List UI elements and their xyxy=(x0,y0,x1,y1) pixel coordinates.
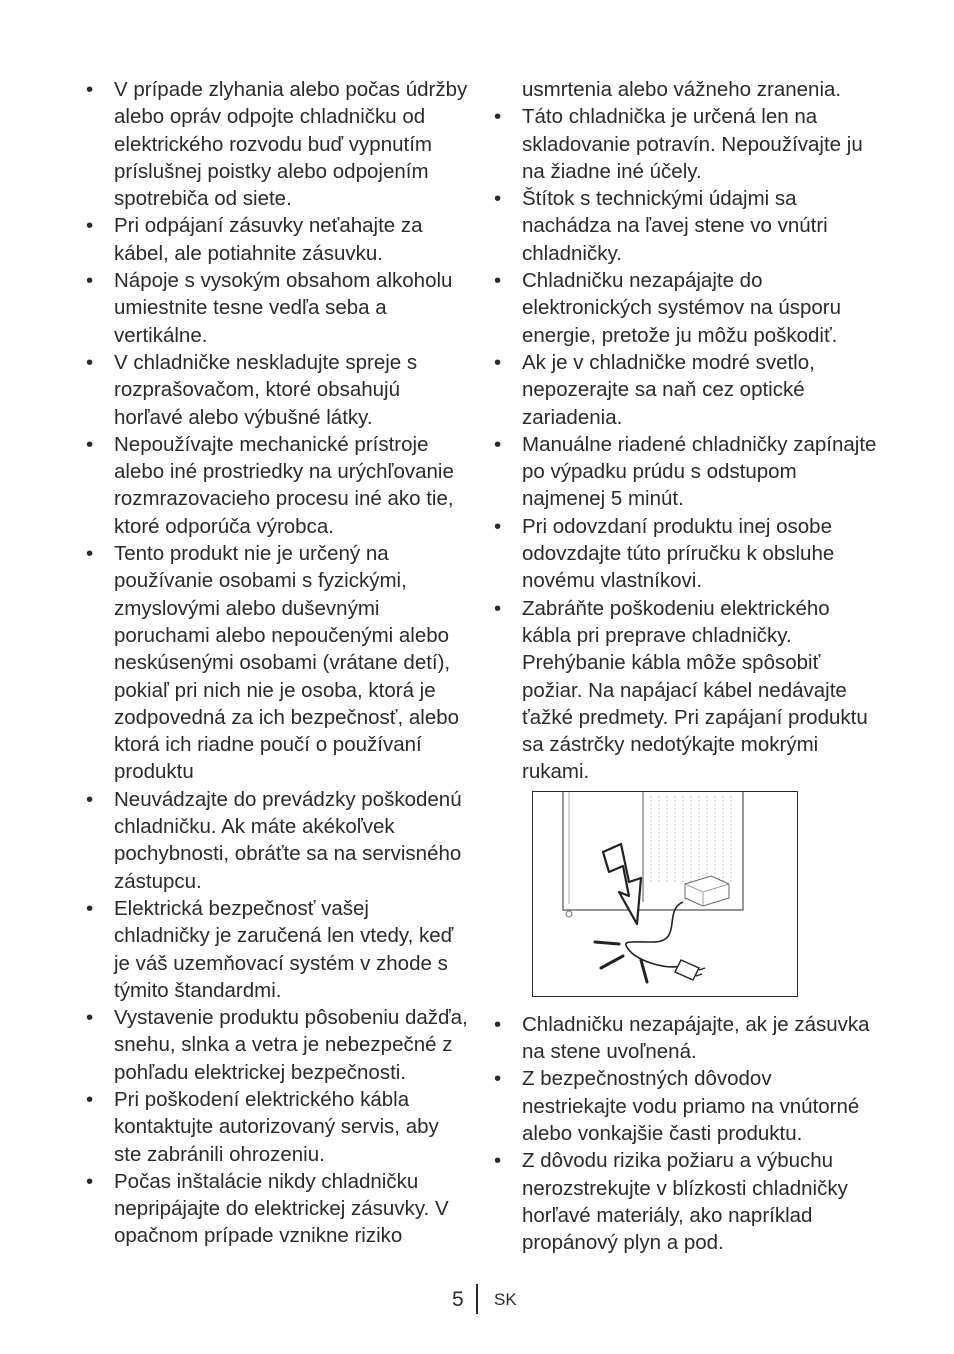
bullet-icon: • xyxy=(86,787,94,811)
list-item: • Chladničku nezapájajte do elektronických systémov na úsporu energie, pretože ju môžu poškodiť. xyxy=(494,269,842,347)
page-footer xyxy=(0,1284,954,1316)
list-item: • Z bezpečnostných dôvodov nestriekajte vodu priamo na vnútorné alebo vonkajšie časti produktu. xyxy=(494,1067,860,1145)
list-item: • Pri odpájaní zásuvky neťahajte za kábel, ale potiahnite zásuvku. xyxy=(86,214,423,265)
right-bullet-list-top xyxy=(494,103,878,785)
bullet-icon: • xyxy=(86,269,94,293)
list-item: • Neuvádzajte do prevádzky poškodenú chladničku. Ak máte akékoľvek pochybnosti, obráťte sa na servisného zástupcu. xyxy=(86,787,462,893)
page-number: 5 xyxy=(452,1288,464,1311)
list-item: • V prípade zlyhania alebo počas údržby alebo opráv odpojte chladničku od elektrického rozvodu buď vypnutím príslušnej poistky alebo odpojením spotrebiča od siete. xyxy=(86,78,468,211)
bullet-icon: • xyxy=(86,1006,94,1030)
bullet-icon: • xyxy=(494,350,502,374)
bullet-icon: • xyxy=(494,1149,502,1173)
bullet-icon: • xyxy=(494,187,502,211)
bullet-icon: • xyxy=(494,1012,502,1036)
bullet-icon: • xyxy=(86,350,94,374)
continued-text: usmrtenia alebo vážneho zranenia. xyxy=(522,78,842,101)
bullet-icon: • xyxy=(86,214,94,238)
left-column xyxy=(86,76,468,1250)
list-item: • Počas inštalácie nikdy chladničku nepripájajte do elektrickej zásuvky. V opačnom prípade vznikne riziko xyxy=(86,1169,449,1248)
bullet-icon: • xyxy=(494,596,502,620)
bullet-icon: • xyxy=(86,1169,94,1193)
list-item: • Z dôvodu rizika požiaru a výbuchu nerozstrekujte v blízkosti chladničky horľavé materiály, ako napríklad propánový plyn a pod. xyxy=(494,1149,848,1255)
list-item: • Nápoje s vysokým obsahom alkoholu umiestnite tesne vedľa seba a vertikálne. xyxy=(86,269,453,347)
list-item: • Ak je v chladničke modré svetlo, nepozerajte sa naň cez optické zariadenia. xyxy=(494,350,815,429)
bullet-icon: • xyxy=(494,105,502,129)
bullet-icon: • xyxy=(494,269,502,293)
list-item: • Manuálne riadené chladničky zapínajte po výpadku prúdu s odstupom najmenej 5 minút. xyxy=(494,432,877,511)
list-item: • V chladničke neskladujte spreje s rozprašovačom, ktoré obsahujú horľavé alebo výbušné látky. xyxy=(86,350,418,429)
list-item: • Štítok s technickými údajmi sa nachádza na ľavej stene vo vnútri chladničky. xyxy=(494,187,828,265)
bullet-icon: • xyxy=(86,896,94,920)
fridge-back-cable-hazard-icon xyxy=(532,791,798,997)
list-item: • Elektrická bezpečnosť vašej chladničky je zaručená len vtedy, keď je váš uzemňovací systém v zhode s týmito štandardmi. xyxy=(86,896,454,1002)
list-item: • Táto chladnička je určená len na skladovanie potravín. Nepoužívajte ju na žiadne iné účely. xyxy=(494,105,863,183)
list-item: • Chladničku nezapájajte, ak je zásuvka na stene uvoľnená. xyxy=(494,1012,870,1064)
list-item: • Pri poškodení elektrického kábla kontaktujte autorizovaný servis, aby ste zabránili ohrozeniu. xyxy=(86,1087,439,1166)
left-bullet-list xyxy=(86,76,468,1250)
list-item: • Pri odovzdaní produktu inej osobe odovzdajte túto príručku k obsluhe novému vlastníkovi. xyxy=(494,514,835,593)
bullet-icon: • xyxy=(86,1087,94,1111)
list-item: • Vystavenie produktu pôsobeniu dažďa, snehu, slnka a vetra je nebezpečné z pohľadu elektrickej bezpečnosti. xyxy=(86,1006,468,1084)
bullet-icon: • xyxy=(86,78,94,101)
footer-divider xyxy=(476,1284,478,1314)
list-item: • Tento produkt nie je určený na používanie osobami s fyzickými, zmyslovými alebo duševnými poruchami alebo nepoučenými alebo neskúsenými osobami (vrátane detí), pokiaľ pri nich nie je osoba, ktorá je zodpovedná za ich bezpečnosť, alebo ktorá ich riadne poučí o používaní produktu xyxy=(86,542,460,784)
bullet-icon: • xyxy=(494,432,502,456)
language-code: SK xyxy=(494,1290,517,1309)
list-item: • Nepoužívajte mechanické prístroje alebo iné prostriedky na urýchľovanie rozmrazovacieho procesu iné ako tie, ktoré odporúča výrobca. xyxy=(86,432,454,538)
right-column xyxy=(494,76,878,1256)
right-bullet-list-bottom xyxy=(494,1011,878,1257)
bullet-icon: • xyxy=(86,432,94,456)
bullet-icon: • xyxy=(494,1067,502,1091)
bullet-icon: • xyxy=(86,542,94,566)
bullet-icon: • xyxy=(494,514,502,538)
list-item: • Zabráňte poškodeniu elektrického kábla pri preprave chladničky. Prehýbanie kábla môže spôsobiť požiar. Na napájací kábel nedávajte ťažké predmety. Pri zapájaní produktu sa zástrčky nedotýkajte mokrými rukami. xyxy=(494,596,868,784)
